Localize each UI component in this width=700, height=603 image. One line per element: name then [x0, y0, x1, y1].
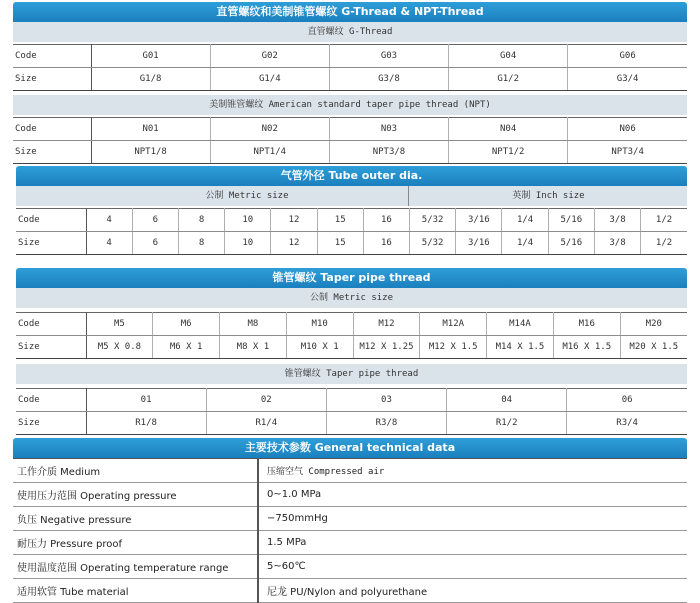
code-cell: N02	[210, 118, 329, 141]
size-label: Size	[16, 336, 86, 359]
size-cell: M8 X 1	[220, 336, 287, 359]
code-cell: M10	[286, 313, 353, 336]
table-row	[13, 531, 687, 555]
code-label: Code	[13, 45, 91, 68]
size-cell: G1/2	[449, 68, 568, 91]
code-cell: M16	[553, 313, 620, 336]
table-row	[13, 118, 687, 141]
table-row	[13, 483, 687, 507]
code-cell: 10	[225, 209, 271, 232]
subheader-metric: 公制 Metric size	[16, 288, 687, 308]
size-cell: 3/8	[594, 232, 640, 255]
code-label: Code	[13, 118, 91, 141]
code-cell: N01	[91, 118, 210, 141]
param-value: 压缩空气 Compressed air	[258, 459, 687, 483]
size-cell: 5/32	[410, 232, 456, 255]
table-row	[13, 459, 687, 483]
code-cell: M20	[620, 313, 687, 336]
size-cell: M10 X 1	[286, 336, 353, 359]
section-title-tech-data: 主要技术参数 General technical data	[13, 438, 687, 458]
code-label: Code	[16, 313, 86, 336]
size-cell: G3/4	[568, 68, 687, 91]
size-cell: NPT1/2	[449, 141, 568, 164]
size-cell: M20 X 1.5	[620, 336, 687, 359]
table-row	[16, 313, 687, 336]
code-cell: M12A	[420, 313, 487, 336]
code-cell: 8	[178, 209, 224, 232]
section-title-g-npt: 直管螺纹和美制锥管螺纹 G-Thread & NPT-Thread	[13, 2, 687, 22]
table-row	[16, 412, 687, 435]
table-row	[13, 68, 687, 91]
size-cell: 15	[317, 232, 363, 255]
size-cell: R1/4	[206, 412, 326, 435]
size-cell: 5/16	[548, 232, 594, 255]
code-cell: N03	[329, 118, 448, 141]
code-cell: G01	[91, 45, 210, 68]
size-cell: G1/8	[91, 68, 210, 91]
size-cell: R1/2	[447, 412, 567, 435]
size-cell: 1/2	[641, 232, 687, 255]
size-cell: 6	[132, 232, 178, 255]
tube-od-table	[16, 208, 687, 255]
code-cell: M14A	[487, 313, 554, 336]
param-name: 耐压力 Pressure proof	[13, 531, 258, 555]
subheader-g-thread: 直管螺纹 G-Thread	[13, 22, 687, 42]
inch-size-label: 英制 Inch size	[408, 186, 688, 206]
subheader-npt: 美制锥管螺纹 American standard taper pipe thread (NPT)	[13, 95, 687, 115]
size-label: Size	[16, 412, 86, 435]
size-cell: 1/4	[502, 232, 548, 255]
param-name: 使用压力范围 Operating pressure	[13, 483, 258, 507]
size-cell: R3/4	[567, 412, 687, 435]
code-cell: M6	[153, 313, 220, 336]
taper-metric-table	[16, 312, 687, 359]
code-cell: G04	[449, 45, 568, 68]
code-cell: M12	[353, 313, 420, 336]
code-cell: 16	[363, 209, 409, 232]
size-cell: M16 X 1.5	[553, 336, 620, 359]
code-cell: 1/2	[641, 209, 687, 232]
code-cell: 3/16	[456, 209, 502, 232]
code-cell: 4	[86, 209, 132, 232]
table-row	[13, 579, 687, 603]
table-row	[16, 389, 687, 412]
param-name: 适用软管 Tube material	[13, 579, 258, 603]
code-cell: 02	[206, 389, 326, 412]
table-row	[16, 336, 687, 359]
size-cell: M5 X 0.8	[86, 336, 153, 359]
size-cell: R1/8	[86, 412, 206, 435]
code-cell: G03	[329, 45, 448, 68]
size-cell: 8	[178, 232, 224, 255]
code-cell: 6	[132, 209, 178, 232]
table-row	[13, 45, 687, 68]
code-cell: N06	[568, 118, 687, 141]
size-cell: NPT3/4	[568, 141, 687, 164]
code-cell: 15	[317, 209, 363, 232]
code-cell: 01	[86, 389, 206, 412]
size-cell: 3/16	[456, 232, 502, 255]
size-cell: G1/4	[210, 68, 329, 91]
size-label: Size	[13, 141, 91, 164]
code-cell: 04	[447, 389, 567, 412]
size-cell: 10	[225, 232, 271, 255]
code-cell: 5/16	[548, 209, 594, 232]
code-cell: 12	[271, 209, 317, 232]
size-cell: 12	[271, 232, 317, 255]
table-row	[13, 507, 687, 531]
size-cell: NPT3/8	[329, 141, 448, 164]
table-row	[16, 232, 687, 255]
tech-data-table	[13, 458, 687, 603]
code-cell: G02	[210, 45, 329, 68]
size-cell: M12 X 1.25	[353, 336, 420, 359]
param-name: 工作介质 Medium	[13, 459, 258, 483]
subheader-metric-inch	[16, 186, 687, 206]
param-value: 1.5 MPa	[258, 531, 687, 555]
code-label: Code	[16, 389, 86, 412]
size-cell: NPT1/4	[210, 141, 329, 164]
code-cell: G06	[568, 45, 687, 68]
table-row	[13, 555, 687, 579]
size-label: Size	[16, 232, 86, 255]
size-cell: 16	[363, 232, 409, 255]
code-cell: 5/32	[410, 209, 456, 232]
section-title-taper: 锥管螺纹 Taper pipe thread	[16, 268, 687, 288]
size-label: Size	[13, 68, 91, 91]
param-name: 负压 Negative pressure	[13, 507, 258, 531]
size-cell: M14 X 1.5	[487, 336, 554, 359]
code-cell: N04	[449, 118, 568, 141]
size-cell: M12 X 1.5	[420, 336, 487, 359]
param-name: 使用温度范围 Operating temperature range	[13, 555, 258, 579]
table-row	[13, 141, 687, 164]
param-value: 0~1.0 MPa	[258, 483, 687, 507]
code-label: Code	[16, 209, 86, 232]
param-value: 尼龙 PU/Nylon and polyurethane	[258, 579, 687, 603]
size-cell: R3/8	[326, 412, 446, 435]
subheader-taper-r: 锥管螺纹 Taper pipe thread	[16, 364, 687, 384]
size-cell: M6 X 1	[153, 336, 220, 359]
size-cell: NPT1/8	[91, 141, 210, 164]
code-cell: M5	[86, 313, 153, 336]
code-cell: 03	[326, 389, 446, 412]
param-value: −750mmHg	[258, 507, 687, 531]
section-title-tube-od: 气管外径 Tube outer dia.	[16, 166, 687, 186]
size-cell: G3/8	[329, 68, 448, 91]
param-value: 5~60℃	[258, 555, 687, 579]
code-cell: M8	[220, 313, 287, 336]
metric-size-label: 公制 Metric size	[205, 191, 289, 201]
npt-table	[13, 117, 687, 164]
table-row	[16, 209, 687, 232]
code-cell: 1/4	[502, 209, 548, 232]
code-cell: 06	[567, 389, 687, 412]
g-thread-table	[13, 44, 687, 91]
taper-r-table	[16, 388, 687, 435]
size-cell: 4	[86, 232, 132, 255]
code-cell: 3/8	[594, 209, 640, 232]
